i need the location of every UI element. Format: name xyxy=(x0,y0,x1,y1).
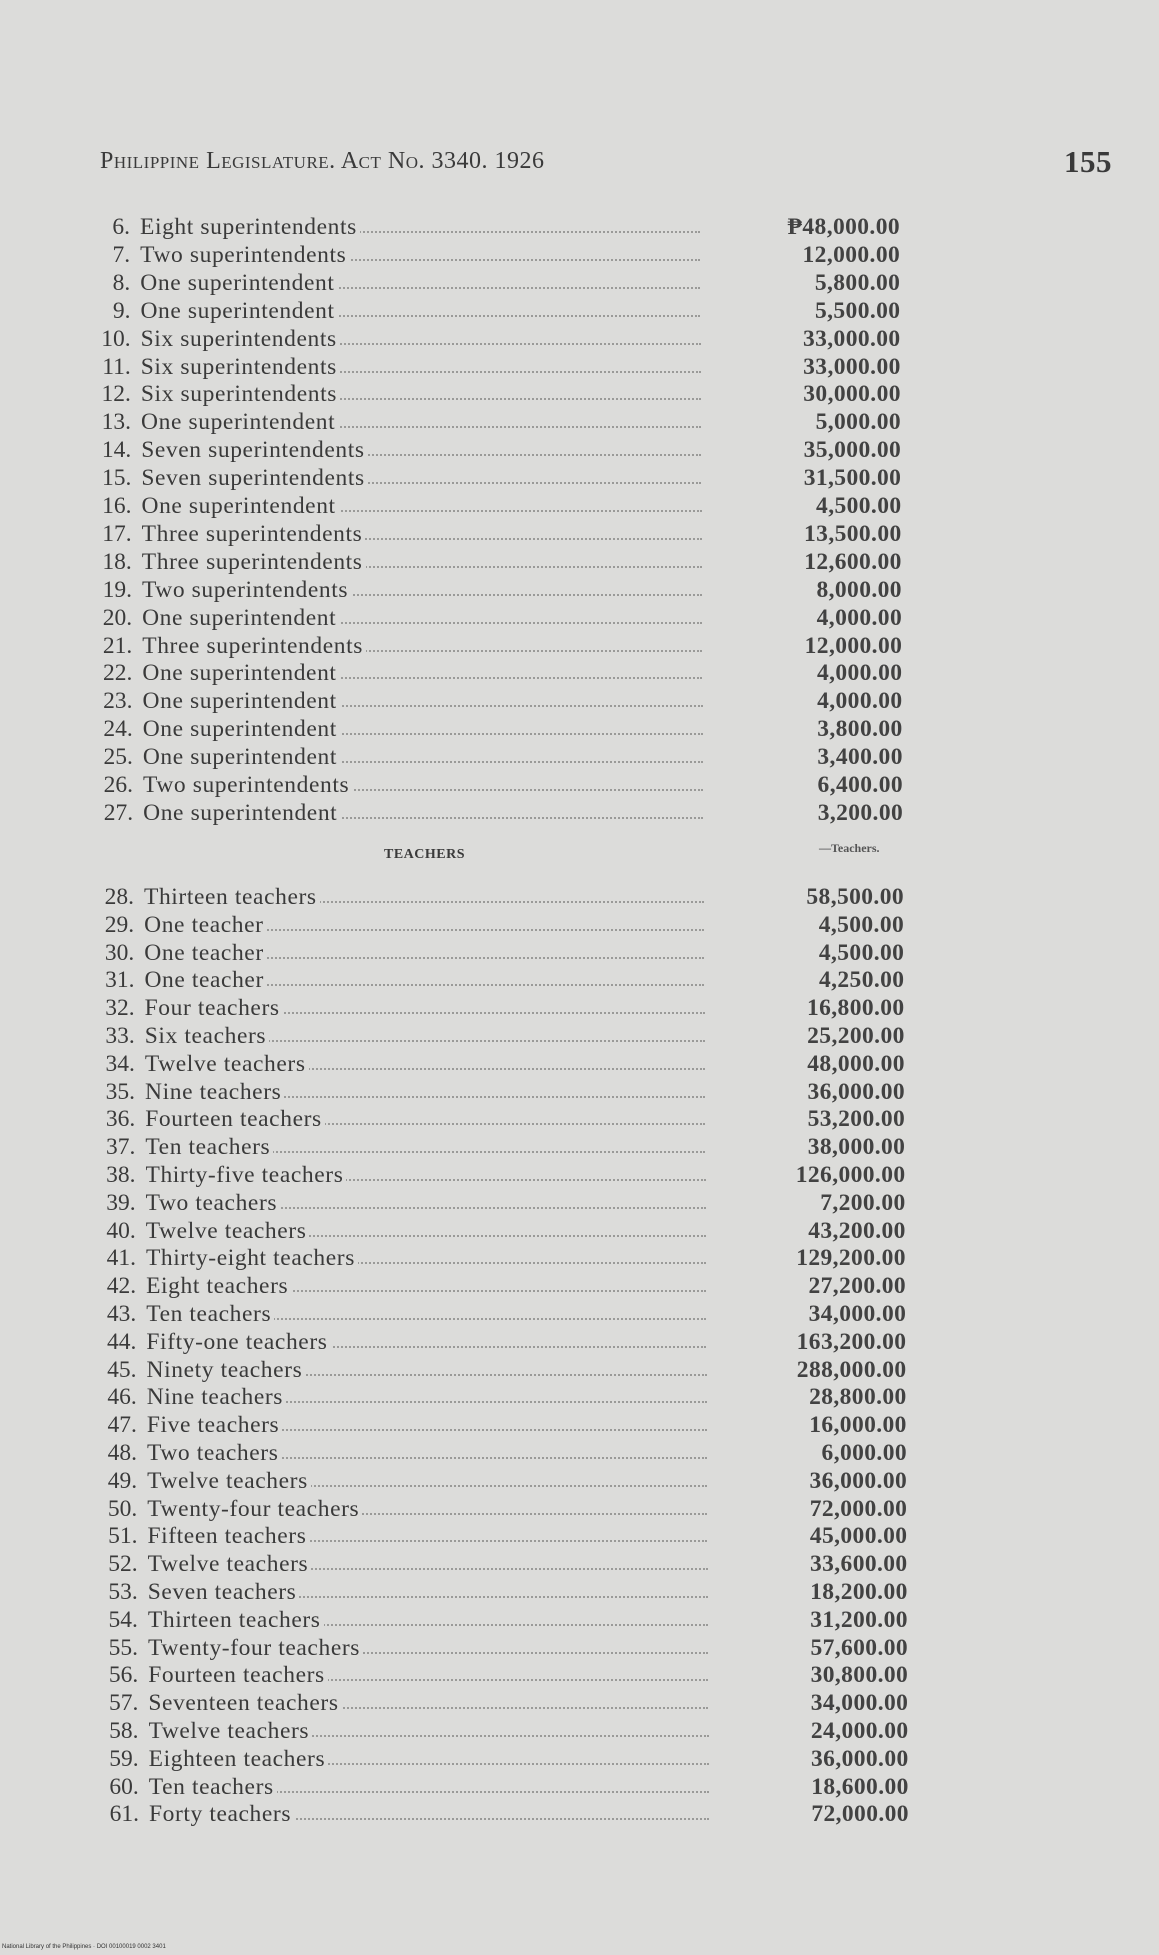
item-amount: 58,500.00 xyxy=(806,884,904,910)
item-label xyxy=(146,1162,706,1189)
item-number: 47. xyxy=(107,1412,137,1439)
item-label xyxy=(142,549,702,576)
item-number: 41. xyxy=(106,1245,136,1272)
item-amount: 16,800.00 xyxy=(806,995,905,1022)
item-number: 44. xyxy=(107,1328,137,1355)
item-amount: 16,000.00 xyxy=(809,1412,907,1439)
item-number: 32. xyxy=(105,995,135,1022)
item-label-text: Twelve teachers xyxy=(147,1468,311,1494)
item-amount: 33,600.00 xyxy=(809,1551,908,1578)
item-label-text: Fourteen teachers xyxy=(145,1106,325,1132)
item-amount: 36,000.00 xyxy=(811,1745,909,1772)
item-amount: 4,500.00 xyxy=(818,911,905,938)
item-number: 53. xyxy=(108,1579,138,1605)
item-amount: 53,200.00 xyxy=(807,1106,906,1133)
item-number: 51. xyxy=(108,1523,138,1550)
item-label xyxy=(144,967,704,994)
item-amount: 4,500.00 xyxy=(818,939,905,966)
item-label xyxy=(142,577,702,604)
item-amount: 6,400.00 xyxy=(817,772,903,798)
item-number: 61. xyxy=(109,1801,139,1828)
item-number: 50. xyxy=(107,1495,138,1522)
item-label-text: Ten teachers xyxy=(146,1301,274,1327)
item-label-text: Four teachers xyxy=(145,995,283,1021)
item-label-text: One superintendent xyxy=(141,409,338,435)
item-label-text: Eighteen teachers xyxy=(149,1746,329,1772)
item-number: 42. xyxy=(106,1273,137,1300)
item-amount: 4,000.00 xyxy=(816,604,903,631)
item-label xyxy=(145,1134,705,1161)
item-label xyxy=(146,1273,706,1300)
item-label-text: Twelve teachers xyxy=(149,1718,313,1744)
item-label-text: Thirty-five teachers xyxy=(146,1162,347,1188)
item-amount: 7,200.00 xyxy=(820,1189,906,1216)
item-number: 20. xyxy=(102,604,133,631)
item-label-text: Thirteen teachers xyxy=(148,1607,324,1633)
item-label-text: Two superintendents xyxy=(142,577,351,603)
item-amount: 34,000.00 xyxy=(810,1690,909,1717)
item-number: 13. xyxy=(101,409,132,436)
item-amount: 12,000.00 xyxy=(802,241,901,268)
item-label xyxy=(149,1774,709,1801)
item-amount: 4,250.00 xyxy=(818,967,905,994)
item-label-text: One superintendent xyxy=(143,716,340,742)
item-label-text: Two teachers xyxy=(147,1440,281,1466)
item-amount: 5,800.00 xyxy=(814,269,901,296)
item-label-text: Seven superintendents xyxy=(141,465,367,491)
item-label xyxy=(148,1635,708,1662)
item-label xyxy=(145,1051,705,1078)
item-label-text: Seven teachers xyxy=(148,1579,300,1605)
item-number: 22. xyxy=(103,660,133,687)
running-title: Philippine Legislature. Act No. 3340. 1926 xyxy=(100,148,545,174)
item-number: 52. xyxy=(108,1551,138,1578)
margin-note: —Teachers. xyxy=(819,841,880,855)
item-label-text: Ten teachers xyxy=(145,1134,273,1160)
item-amount: 72,000.00 xyxy=(809,1495,908,1522)
item-label xyxy=(142,660,702,687)
item-number: 25. xyxy=(103,744,133,771)
item-number: 54. xyxy=(108,1606,138,1633)
item-number: 60. xyxy=(109,1773,139,1800)
item-number: 38. xyxy=(106,1162,136,1188)
item-label-text: Seventeen teachers xyxy=(148,1690,341,1716)
item-amount: 18,600.00 xyxy=(811,1773,909,1800)
item-number: 57. xyxy=(108,1690,139,1717)
item-label xyxy=(146,1301,706,1328)
item-label xyxy=(143,688,703,715)
item-number: 7. xyxy=(112,241,131,268)
item-label xyxy=(147,1468,707,1495)
item-label xyxy=(143,744,703,771)
item-amount: 12,000.00 xyxy=(804,632,903,659)
item-label-text: One teacher xyxy=(144,912,266,938)
item-label-text: Ten teachers xyxy=(149,1774,277,1800)
item-label xyxy=(145,1079,705,1106)
item-label xyxy=(142,521,702,548)
item-label-text: One teacher xyxy=(144,940,266,966)
item-number: 46. xyxy=(107,1384,137,1411)
item-amount: 33,000.00 xyxy=(802,325,901,352)
scan-footer: National Library of the Philippines · DOI 00100019 0002 3401 xyxy=(2,1944,166,1950)
item-label xyxy=(149,1801,709,1828)
item-label-text: One superintendent xyxy=(140,270,337,296)
item-label xyxy=(145,1023,705,1050)
item-label-text: Ninety teachers xyxy=(147,1357,306,1383)
item-label-text: Seven superintendents xyxy=(141,437,367,463)
item-amount: 33,000.00 xyxy=(803,353,901,380)
item-number: 18. xyxy=(102,548,132,575)
item-label-text: Three superintendents xyxy=(142,549,366,575)
item-amount: 36,000.00 xyxy=(807,1078,906,1105)
item-number: 8. xyxy=(112,269,131,296)
item-label-text: Two superintendents xyxy=(143,772,352,798)
item-label-text: Three superintendents xyxy=(142,633,366,659)
item-label xyxy=(145,1106,705,1133)
item-label xyxy=(149,1746,709,1773)
item-number: 11. xyxy=(102,353,131,380)
item-amount: 4,000.00 xyxy=(817,688,903,715)
item-amount: 30,800.00 xyxy=(810,1662,909,1689)
item-label xyxy=(148,1662,708,1689)
item-amount: 5,000.00 xyxy=(815,409,902,436)
item-amount: 4,000.00 xyxy=(816,660,903,687)
item-amount: 288,000.00 xyxy=(796,1356,907,1383)
item-number: 45. xyxy=(107,1356,137,1383)
item-number: 9. xyxy=(112,297,131,324)
item-number: 15. xyxy=(101,465,132,492)
item-number: 36. xyxy=(105,1106,136,1133)
item-label-text: Fourteen teachers xyxy=(148,1662,328,1688)
item-number: 19. xyxy=(102,576,132,603)
item-label-text: Twelve teachers xyxy=(145,1051,309,1077)
item-label xyxy=(140,242,700,269)
item-label-text: Twenty-four teachers xyxy=(147,1496,362,1522)
item-label xyxy=(143,716,703,743)
item-label-text: Six superintendents xyxy=(141,326,340,352)
item-number: 17. xyxy=(102,520,132,547)
item-label xyxy=(147,1523,707,1550)
item-label-text: One superintendent xyxy=(142,493,339,519)
item-amount: 34,000.00 xyxy=(808,1301,907,1327)
item-number: 12. xyxy=(101,381,131,408)
item-amount: 3,400.00 xyxy=(817,744,903,771)
item-amount: 27,200.00 xyxy=(808,1273,907,1300)
item-number: 48. xyxy=(107,1440,137,1466)
item-amount: 48,000.00 xyxy=(807,1050,905,1077)
item-number: 40. xyxy=(106,1217,136,1244)
item-label-text: Nine teachers xyxy=(145,1079,284,1105)
item-number: 24. xyxy=(103,716,133,743)
item-label xyxy=(148,1690,708,1717)
item-label xyxy=(144,912,704,939)
item-amount: ₱48,000.00 xyxy=(787,214,900,240)
item-label xyxy=(141,437,701,464)
item-label-text: Six teachers xyxy=(145,1023,269,1049)
item-amount: 8,000.00 xyxy=(816,576,902,603)
item-amount: 3,800.00 xyxy=(817,716,903,743)
item-label xyxy=(147,1412,707,1439)
item-label-text: Twelve teachers xyxy=(148,1551,312,1577)
item-label-text: Nine teachers xyxy=(147,1384,286,1410)
teachers-section-title: TEACHERS xyxy=(384,847,466,862)
item-label xyxy=(146,1190,706,1217)
item-amount: 3,200.00 xyxy=(817,799,904,826)
item-label-text: One superintendent xyxy=(142,660,339,686)
page-header xyxy=(100,144,1112,188)
item-number: 14. xyxy=(101,437,132,464)
item-label-text: Thirteen teachers xyxy=(144,884,320,910)
item-amount: 57,600.00 xyxy=(810,1634,909,1661)
item-label xyxy=(147,1496,707,1523)
item-number: 39. xyxy=(106,1189,136,1216)
item-label xyxy=(142,493,702,520)
item-number: 30. xyxy=(104,939,135,966)
item-label-text: Two teachers xyxy=(146,1190,280,1216)
item-label xyxy=(145,995,705,1022)
item-label xyxy=(148,1607,708,1634)
item-number: 43. xyxy=(106,1301,137,1327)
item-label-text: Eight teachers xyxy=(146,1273,291,1299)
item-number: 29. xyxy=(104,911,135,938)
item-label xyxy=(147,1384,707,1411)
item-amount: 18,200.00 xyxy=(810,1579,908,1605)
item-label xyxy=(147,1440,707,1467)
item-amount: 31,500.00 xyxy=(803,465,902,492)
item-label xyxy=(148,1579,708,1606)
item-label-text: Fifty-one teachers xyxy=(146,1329,330,1355)
item-amount: 129,200.00 xyxy=(796,1245,906,1272)
item-number: 23. xyxy=(103,688,133,715)
item-label-text: One superintendent xyxy=(143,688,340,714)
item-number: 26. xyxy=(103,772,133,798)
item-label xyxy=(140,214,700,241)
item-label xyxy=(143,800,703,827)
item-label-text: Five teachers xyxy=(147,1412,282,1438)
item-label-text: Six superintendents xyxy=(141,381,340,407)
item-label xyxy=(140,270,700,297)
item-label xyxy=(142,605,702,632)
item-number: 37. xyxy=(105,1134,136,1161)
item-label xyxy=(147,1357,707,1384)
item-amount: 30,000.00 xyxy=(803,381,901,408)
item-number: 33. xyxy=(105,1023,135,1049)
item-label-text: Fifteen teachers xyxy=(147,1523,309,1549)
item-label xyxy=(144,940,704,967)
item-number: 21. xyxy=(102,632,133,659)
item-label xyxy=(141,381,701,408)
item-label xyxy=(142,633,702,660)
item-label-text: Forty teachers xyxy=(149,1801,294,1827)
item-label-text: Twenty-four teachers xyxy=(148,1635,363,1661)
item-number: 16. xyxy=(102,493,132,519)
item-label xyxy=(146,1245,706,1272)
item-amount: 13,500.00 xyxy=(804,520,902,547)
item-label-text: Six superintendents xyxy=(141,354,340,380)
item-amount: 38,000.00 xyxy=(807,1134,906,1161)
item-label xyxy=(144,884,704,911)
item-label-text: Two superintendents xyxy=(140,242,349,268)
item-amount: 36,000.00 xyxy=(809,1467,908,1494)
item-amount: 25,200.00 xyxy=(807,1023,905,1049)
item-number: 35. xyxy=(105,1078,136,1105)
item-amount: 5,500.00 xyxy=(814,297,901,324)
item-amount: 28,800.00 xyxy=(809,1384,907,1411)
page-number: 155 xyxy=(1064,144,1112,179)
item-number: 58. xyxy=(109,1718,139,1744)
item-label-text: Eight superintendents xyxy=(140,214,360,240)
item-amount: 35,000.00 xyxy=(803,437,902,464)
item-number: 56. xyxy=(108,1662,139,1689)
item-amount: 12,600.00 xyxy=(804,548,902,575)
item-amount: 72,000.00 xyxy=(811,1801,909,1828)
item-label xyxy=(141,354,701,381)
item-label xyxy=(149,1718,709,1745)
item-number: 27. xyxy=(103,799,134,826)
item-label-text: One superintendent xyxy=(143,800,340,826)
item-amount: 163,200.00 xyxy=(796,1328,907,1355)
item-number: 28. xyxy=(104,884,134,910)
item-number: 10. xyxy=(101,325,131,352)
item-number: 49. xyxy=(107,1467,138,1494)
item-label-text: Thirty-eight teachers xyxy=(146,1245,358,1271)
item-label xyxy=(146,1218,706,1245)
item-label xyxy=(140,298,700,325)
item-number: 6. xyxy=(112,214,130,240)
item-amount: 6,000.00 xyxy=(821,1440,907,1466)
item-label-text: One superintendent xyxy=(143,744,340,770)
item-amount: 45,000.00 xyxy=(809,1523,908,1550)
item-number: 59. xyxy=(109,1745,139,1772)
item-label-text: One teacher xyxy=(144,967,266,993)
item-label-text: One superintendent xyxy=(142,605,339,631)
item-amount: 43,200.00 xyxy=(808,1217,906,1244)
item-label xyxy=(141,326,701,353)
item-amount: 31,200.00 xyxy=(810,1606,908,1633)
item-label xyxy=(141,409,701,436)
item-number: 34. xyxy=(105,1050,135,1077)
item-label xyxy=(148,1551,708,1578)
item-amount: 4,500.00 xyxy=(816,493,902,519)
item-number: 31. xyxy=(105,967,135,994)
item-label-text: One superintendent xyxy=(140,298,337,324)
item-label xyxy=(143,772,703,799)
item-label xyxy=(146,1329,706,1356)
item-amount: 24,000.00 xyxy=(810,1718,909,1744)
item-label-text: Three superintendents xyxy=(142,521,366,547)
item-number: 55. xyxy=(108,1634,139,1661)
item-label-text: Twelve teachers xyxy=(146,1218,310,1244)
item-amount: 126,000.00 xyxy=(795,1162,906,1188)
item-label xyxy=(141,465,701,492)
